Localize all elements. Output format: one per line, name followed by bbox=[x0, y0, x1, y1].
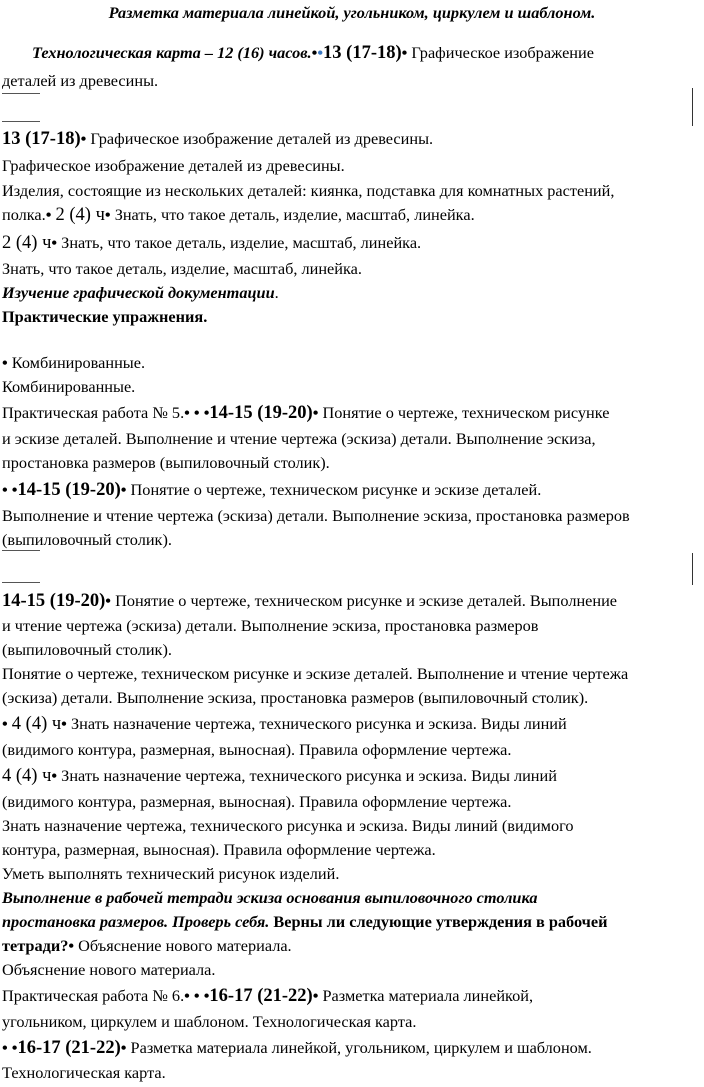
text-span: простановка размеров. Проверь себя. bbox=[2, 912, 270, 931]
blue-bullet-icon: • bbox=[317, 43, 324, 62]
divider bbox=[2, 550, 40, 551]
hours-label: 4 (4) ч bbox=[2, 766, 52, 786]
divider bbox=[2, 582, 40, 583]
bullet-icon: • bbox=[51, 233, 58, 252]
bullet-icon: • bbox=[80, 129, 87, 148]
text-span: Верны ли следующие утверждения в рабочей bbox=[273, 912, 608, 931]
text-line: Выполнение и чтение чертежа (эскиза) детали. Выполнение эскиза, простановка размеров bbox=[2, 506, 630, 525]
margin-bar bbox=[692, 553, 693, 585]
text-line: (эскиза) детали. Выполнение эскиза, простановка размеров (выпиловочный столик). bbox=[2, 688, 589, 707]
bullet-icon: • bbox=[68, 936, 75, 955]
hours-label: 2 (4) ч bbox=[55, 205, 105, 225]
text-line: Знать, что такое деталь, изделие, масштаб, линейка. bbox=[2, 259, 362, 278]
text-line bbox=[2, 128, 433, 150]
bullets-icon: • • bbox=[2, 480, 18, 499]
text-line: Выполнение в рабочей тетради эскиза основания выпиловочного столика bbox=[2, 888, 538, 907]
bullets-icon: • • bbox=[2, 1038, 18, 1057]
text-span: Понятие о чертеже, техническом рисунке и эскизе деталей. Выполнение bbox=[115, 591, 618, 610]
hours-label: 4 (4) ч bbox=[11, 714, 62, 734]
text-line bbox=[2, 985, 533, 1007]
text-line bbox=[2, 713, 567, 735]
bullet-icon: • bbox=[311, 43, 318, 62]
text-line: Понятие о чертеже, техническом рисунке и эскизе деталей. Выполнение и чтение чертежа bbox=[2, 664, 629, 683]
bullet-icon: • bbox=[2, 714, 8, 733]
text-span: Комбинированные. bbox=[11, 353, 146, 372]
text-line: Графическое изображение деталей из древесины. bbox=[2, 156, 345, 175]
text-line: Технологическая карта. bbox=[2, 1063, 166, 1082]
text-span: Объяснение нового материала. bbox=[78, 936, 292, 955]
text-line: Объяснение нового материала. bbox=[2, 960, 216, 979]
bullet-icon: • bbox=[2, 353, 8, 372]
bullet-icon: • bbox=[120, 1038, 127, 1057]
text-line: контура, размерная, выносная). Правила оформление чертежа. bbox=[2, 840, 436, 859]
text-span: тетради? bbox=[2, 936, 69, 955]
divider bbox=[2, 93, 40, 94]
lesson-number: 14-15 (19-20) bbox=[17, 480, 121, 500]
text-span: Графическое изображение деталей из древесины. bbox=[90, 129, 434, 148]
text-span: Разметка материала линейкой, bbox=[322, 986, 534, 1005]
text-line bbox=[2, 479, 541, 501]
header-line bbox=[32, 42, 594, 64]
text-line: угольником, циркулем и шаблоном. Технологическая карта. bbox=[2, 1012, 417, 1031]
text-span: полка. bbox=[2, 205, 46, 224]
text-line: Знать назначение чертежа, технического рисунка и эскиза. Виды линий (видимого bbox=[2, 816, 574, 835]
text-line: простановка размеров (выпиловочный столик). bbox=[2, 453, 330, 472]
text-line bbox=[2, 232, 421, 254]
lesson-number: 13 (17-18) bbox=[323, 43, 402, 63]
text-span: Разметка материала линейкой, угольником, циркулем и шаблоном. bbox=[130, 1038, 592, 1057]
text-line bbox=[2, 911, 607, 933]
text-span: Понятие о чертеже, техническом рисунке bbox=[322, 403, 610, 422]
bullet-icon: • bbox=[51, 766, 58, 785]
header-topic-cont: деталей из древесины. bbox=[2, 71, 159, 90]
text-span: Понятие о чертеже, техническом рисунке и эскизе деталей. bbox=[130, 480, 542, 499]
header-topic: Графическое изображение bbox=[411, 43, 594, 62]
text-span: Знать, что такое деталь, изделие, масштаб, линейка. bbox=[61, 233, 422, 252]
text-line bbox=[2, 765, 557, 787]
text-line: (видимого контура, размерная, выносная). Правила оформление чертежа. bbox=[2, 792, 512, 811]
text-line: (видимого контура, размерная, выносная). Правила оформление чертежа. bbox=[2, 740, 512, 759]
text-line bbox=[2, 935, 292, 957]
bullet-icon: • bbox=[61, 714, 67, 733]
bullet-icon: • bbox=[312, 986, 319, 1005]
text-line bbox=[2, 1037, 592, 1059]
text-span: Практическая работа № 6. bbox=[2, 986, 185, 1005]
text-line: Комбинированные. bbox=[2, 377, 136, 396]
text-line bbox=[2, 352, 145, 374]
lesson-number: 13 (17-18) bbox=[2, 129, 81, 149]
text-line bbox=[2, 204, 475, 226]
text-span: . bbox=[274, 283, 279, 302]
text-span: Знать назначение чертежа, технического рисунка и эскиза. Виды линий bbox=[61, 766, 557, 785]
bullet-icon: • bbox=[120, 480, 127, 499]
bullet-icon: • bbox=[401, 43, 408, 62]
text-line: и чтение чертежа (эскиза) детали. Выполнение эскиза, простановка размеров bbox=[2, 616, 539, 635]
bullets-icon: • • • bbox=[184, 986, 210, 1005]
text-span: Знать назначение чертежа, технического рисунка и эскиза. Виды линий bbox=[70, 714, 567, 733]
bullet-icon: • bbox=[312, 403, 319, 422]
bullet-icon: • bbox=[104, 205, 111, 224]
text-span: Изучение графической документации bbox=[2, 283, 275, 302]
text-line: (выпиловочный столик). bbox=[2, 640, 172, 659]
lesson-number: 14-15 (19-20) bbox=[2, 591, 106, 611]
text-line: Практические упражнения. bbox=[2, 307, 208, 326]
text-line: Изделия, состоящие из нескольких деталей: киянка, подставка для комнатных растений, bbox=[2, 181, 615, 200]
lesson-number: 14-15 (19-20) bbox=[209, 403, 313, 423]
bullet-icon: • bbox=[45, 205, 52, 224]
text-span: Знать, что такое деталь, изделие, масштаб, линейка. bbox=[114, 205, 475, 224]
text-line bbox=[2, 402, 609, 424]
text-line: Уметь выполнять технический рисунок изделий. bbox=[2, 864, 340, 883]
bullet-icon: • bbox=[105, 591, 111, 610]
bullets-icon: • • • bbox=[184, 403, 210, 422]
page-title: Разметка материала линейкой, угольником, циркулем и шаблоном. bbox=[108, 3, 596, 22]
lesson-number: 16-17 (21-22) bbox=[209, 986, 313, 1006]
text-line: (выпиловочный столик). bbox=[2, 530, 172, 549]
text-line bbox=[2, 282, 279, 304]
hours-label: 2 (4) ч bbox=[2, 233, 52, 253]
margin-bar bbox=[692, 88, 693, 126]
divider bbox=[2, 121, 40, 122]
lesson-number: 16-17 (21-22) bbox=[17, 1038, 121, 1058]
card-label: Технологическая карта – 12 (16) часов. bbox=[32, 43, 312, 62]
text-line bbox=[2, 590, 617, 612]
text-span: Практическая работа № 5. bbox=[2, 403, 185, 422]
text-line: и эскизе деталей. Выполнение и чтение чертежа (эскиза) детали. Выполнение эскиза, bbox=[2, 429, 596, 448]
